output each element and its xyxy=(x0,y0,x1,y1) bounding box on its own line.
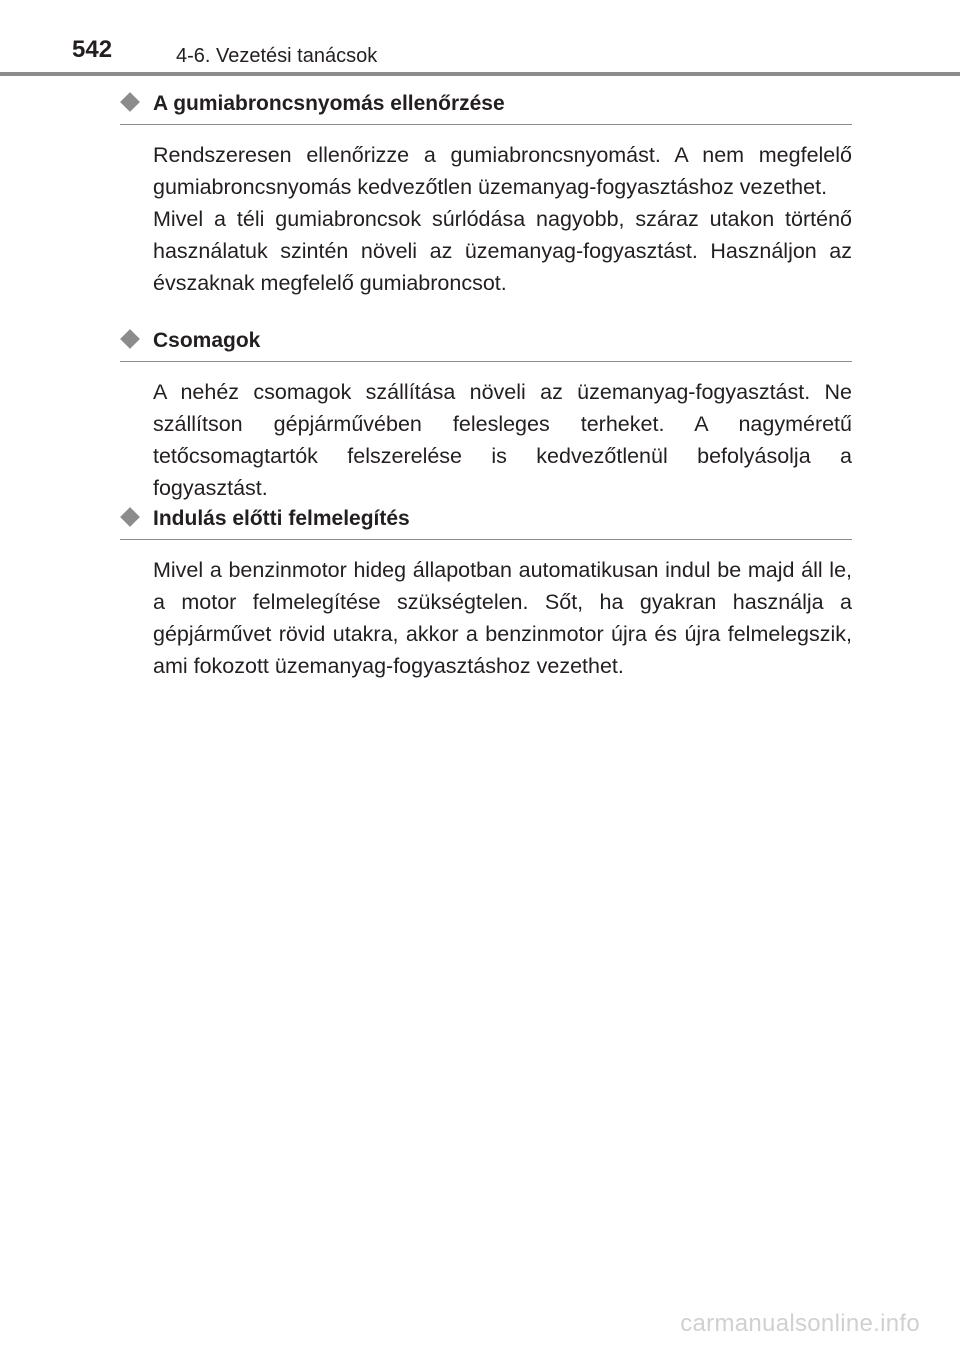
paragraph: Rendszeresen ellenőrizze a gumiabroncsnyomást. A nem megfelelő gumiabroncsnyomás kedvezőtlen üzemanyag-fogyasztáshoz vezethet. xyxy=(153,143,852,199)
page-header xyxy=(0,0,960,80)
section-luggage xyxy=(120,327,852,504)
section-tire-pressure xyxy=(120,90,852,299)
section-warm-up xyxy=(120,505,852,682)
section-body xyxy=(153,139,852,299)
page-number: 542 xyxy=(72,36,113,63)
section-heading xyxy=(120,327,852,362)
diamond-bullet-icon xyxy=(120,507,140,527)
section-body xyxy=(153,554,852,682)
watermark: carmanualsonline.info xyxy=(680,1310,920,1337)
paragraph: A nehéz csomagok szállítása növeli az üzemanyag-fogyasztást. Ne szállítson gépjárművében felesleges terheket. A nagyméretű tetőcsomagtartók felszerelése is kedvezőtlenül befolyásolja a fogyasztást. xyxy=(153,380,852,500)
paragraph: Mivel a téli gumiabroncsok súrlódása nagyobb, száraz utakon történő használatuk szintén növeli az üzemanyag-fogyasztást. Használjon az évszaknak megfelelő gumiabroncsot. xyxy=(153,207,852,295)
header-divider xyxy=(0,72,960,76)
diamond-bullet-icon xyxy=(120,92,140,112)
paragraph: Mivel a benzinmotor hideg állapotban automatikusan indul be majd áll le, a motor felmelegítése szükségtelen. Sőt, ha gyakran használja a gépjárművet rövid utakra, akkor a benzinmotor újra és újra felmelegszik, ami fokozott üzemanyag-fogyasztáshoz vezethet. xyxy=(153,558,852,678)
section-heading xyxy=(120,90,852,125)
section-body xyxy=(153,376,852,504)
section-title: Csomagok xyxy=(153,329,261,352)
section-heading xyxy=(120,505,852,540)
section-title: A gumiabroncsnyomás ellenőrzése xyxy=(153,92,505,115)
diamond-bullet-icon xyxy=(120,329,140,349)
chapter-title: 4-6. Vezetési tanácsok xyxy=(176,45,378,67)
section-title: Indulás előtti felmelegítés xyxy=(153,507,410,530)
